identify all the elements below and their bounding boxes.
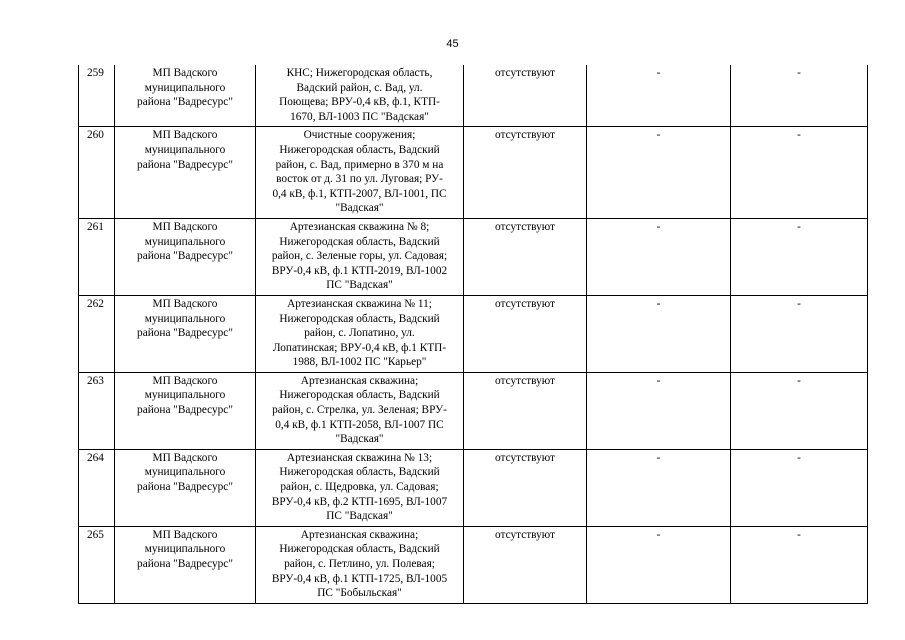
table-row [79, 372, 868, 449]
owner-cell: МП Вадского муниципального района "Вадресурс" [115, 65, 256, 127]
row-number-cell: 263 [79, 372, 115, 449]
table-row [79, 218, 868, 295]
address-cell: Артезианская скважина № 11; Нижегородская область, Вадский район, с. Лопатино, ул. Лопатинская; ВРУ-0,4 кВ, ф.1 КТП- 1988, ВЛ-1002 ПС "Карьер" [256, 295, 464, 372]
status-cell: отсутствуют [464, 372, 587, 449]
table-row [79, 295, 868, 372]
address-cell: Очистные сооружения; Нижегородская область, Вадский район, с. Вад, примерно в 370 м на восток от д. 31 по ул. Луговая; РУ- 0,4 кВ, ф.1, КТП-2007, ВЛ-1001, ПС "Вадская" [256, 127, 464, 219]
empty-value-cell: - [587, 526, 731, 603]
empty-value-cell: - [731, 65, 868, 127]
empty-value-cell: - [587, 295, 731, 372]
owner-cell: МП Вадского муниципального района "Вадресурс" [115, 295, 256, 372]
owner-cell: МП Вадского муниципального района "Вадресурс" [115, 372, 256, 449]
empty-value-cell: - [587, 372, 731, 449]
owner-cell: МП Вадского муниципального района "Вадресурс" [115, 218, 256, 295]
registry-table [78, 65, 868, 604]
row-number-cell: 262 [79, 295, 115, 372]
address-cell: Артезианская скважина № 8; Нижегородская область, Вадский район, с. Зеленые горы, ул. Садовая; ВРУ-0,4 кВ, ф.1 КТП-2019, ВЛ-1002 ПС "Вадская" [256, 218, 464, 295]
status-cell: отсутствуют [464, 449, 587, 526]
address-cell: КНС; Нижегородская область, Вадский район, с. Вад, ул. Поющева; ВРУ-0,4 кВ, ф.1, КТП- 1670, ВЛ-1003 ПС "Вадская" [256, 65, 464, 127]
address-cell: Артезианская скважина; Нижегородская область, Вадский район, с. Петлино, ул. Полевая; ВРУ-0,4 кВ, ф.1 КТП-1725, ВЛ-1005 ПС "Бобыльская" [256, 526, 464, 603]
owner-cell: МП Вадского муниципального района "Вадресурс" [115, 127, 256, 219]
empty-value-cell: - [731, 218, 868, 295]
table-row [79, 526, 868, 603]
owner-cell: МП Вадского муниципального района "Вадресурс" [115, 449, 256, 526]
row-number-cell: 259 [79, 65, 115, 127]
row-number-cell: 260 [79, 127, 115, 219]
status-cell: отсутствуют [464, 295, 587, 372]
empty-value-cell: - [587, 127, 731, 219]
address-cell: Артезианская скважина № 13; Нижегородская область, Вадский район, с. Щедровка, ул. Садовая; ВРУ-0,4 кВ, ф.2 КТП-1695, ВЛ-1007 ПС "Вадская" [256, 449, 464, 526]
page-number: 45 [446, 38, 459, 50]
empty-value-cell: - [731, 295, 868, 372]
owner-cell: МП Вадского муниципального района "Вадресурс" [115, 526, 256, 603]
empty-value-cell: - [587, 65, 731, 127]
row-number-cell: 264 [79, 449, 115, 526]
table-row [79, 449, 868, 526]
address-cell: Артезианская скважина; Нижегородская область, Вадский район, с. Стрелка, ул. Зеленая; ВРУ- 0,4 кВ, ф.1 КТП-2058, ВЛ-1007 ПС "Вадская" [256, 372, 464, 449]
row-number-cell: 261 [79, 218, 115, 295]
empty-value-cell: - [731, 127, 868, 219]
empty-value-cell: - [731, 372, 868, 449]
status-cell: отсутствуют [464, 526, 587, 603]
empty-value-cell: - [731, 526, 868, 603]
table-row [79, 127, 868, 219]
empty-value-cell: - [731, 449, 868, 526]
status-cell: отсутствуют [464, 218, 587, 295]
empty-value-cell: - [587, 449, 731, 526]
empty-value-cell: - [587, 218, 731, 295]
status-cell: отсутствуют [464, 127, 587, 219]
table-row [79, 65, 868, 127]
row-number-cell: 265 [79, 526, 115, 603]
status-cell: отсутствуют [464, 65, 587, 127]
